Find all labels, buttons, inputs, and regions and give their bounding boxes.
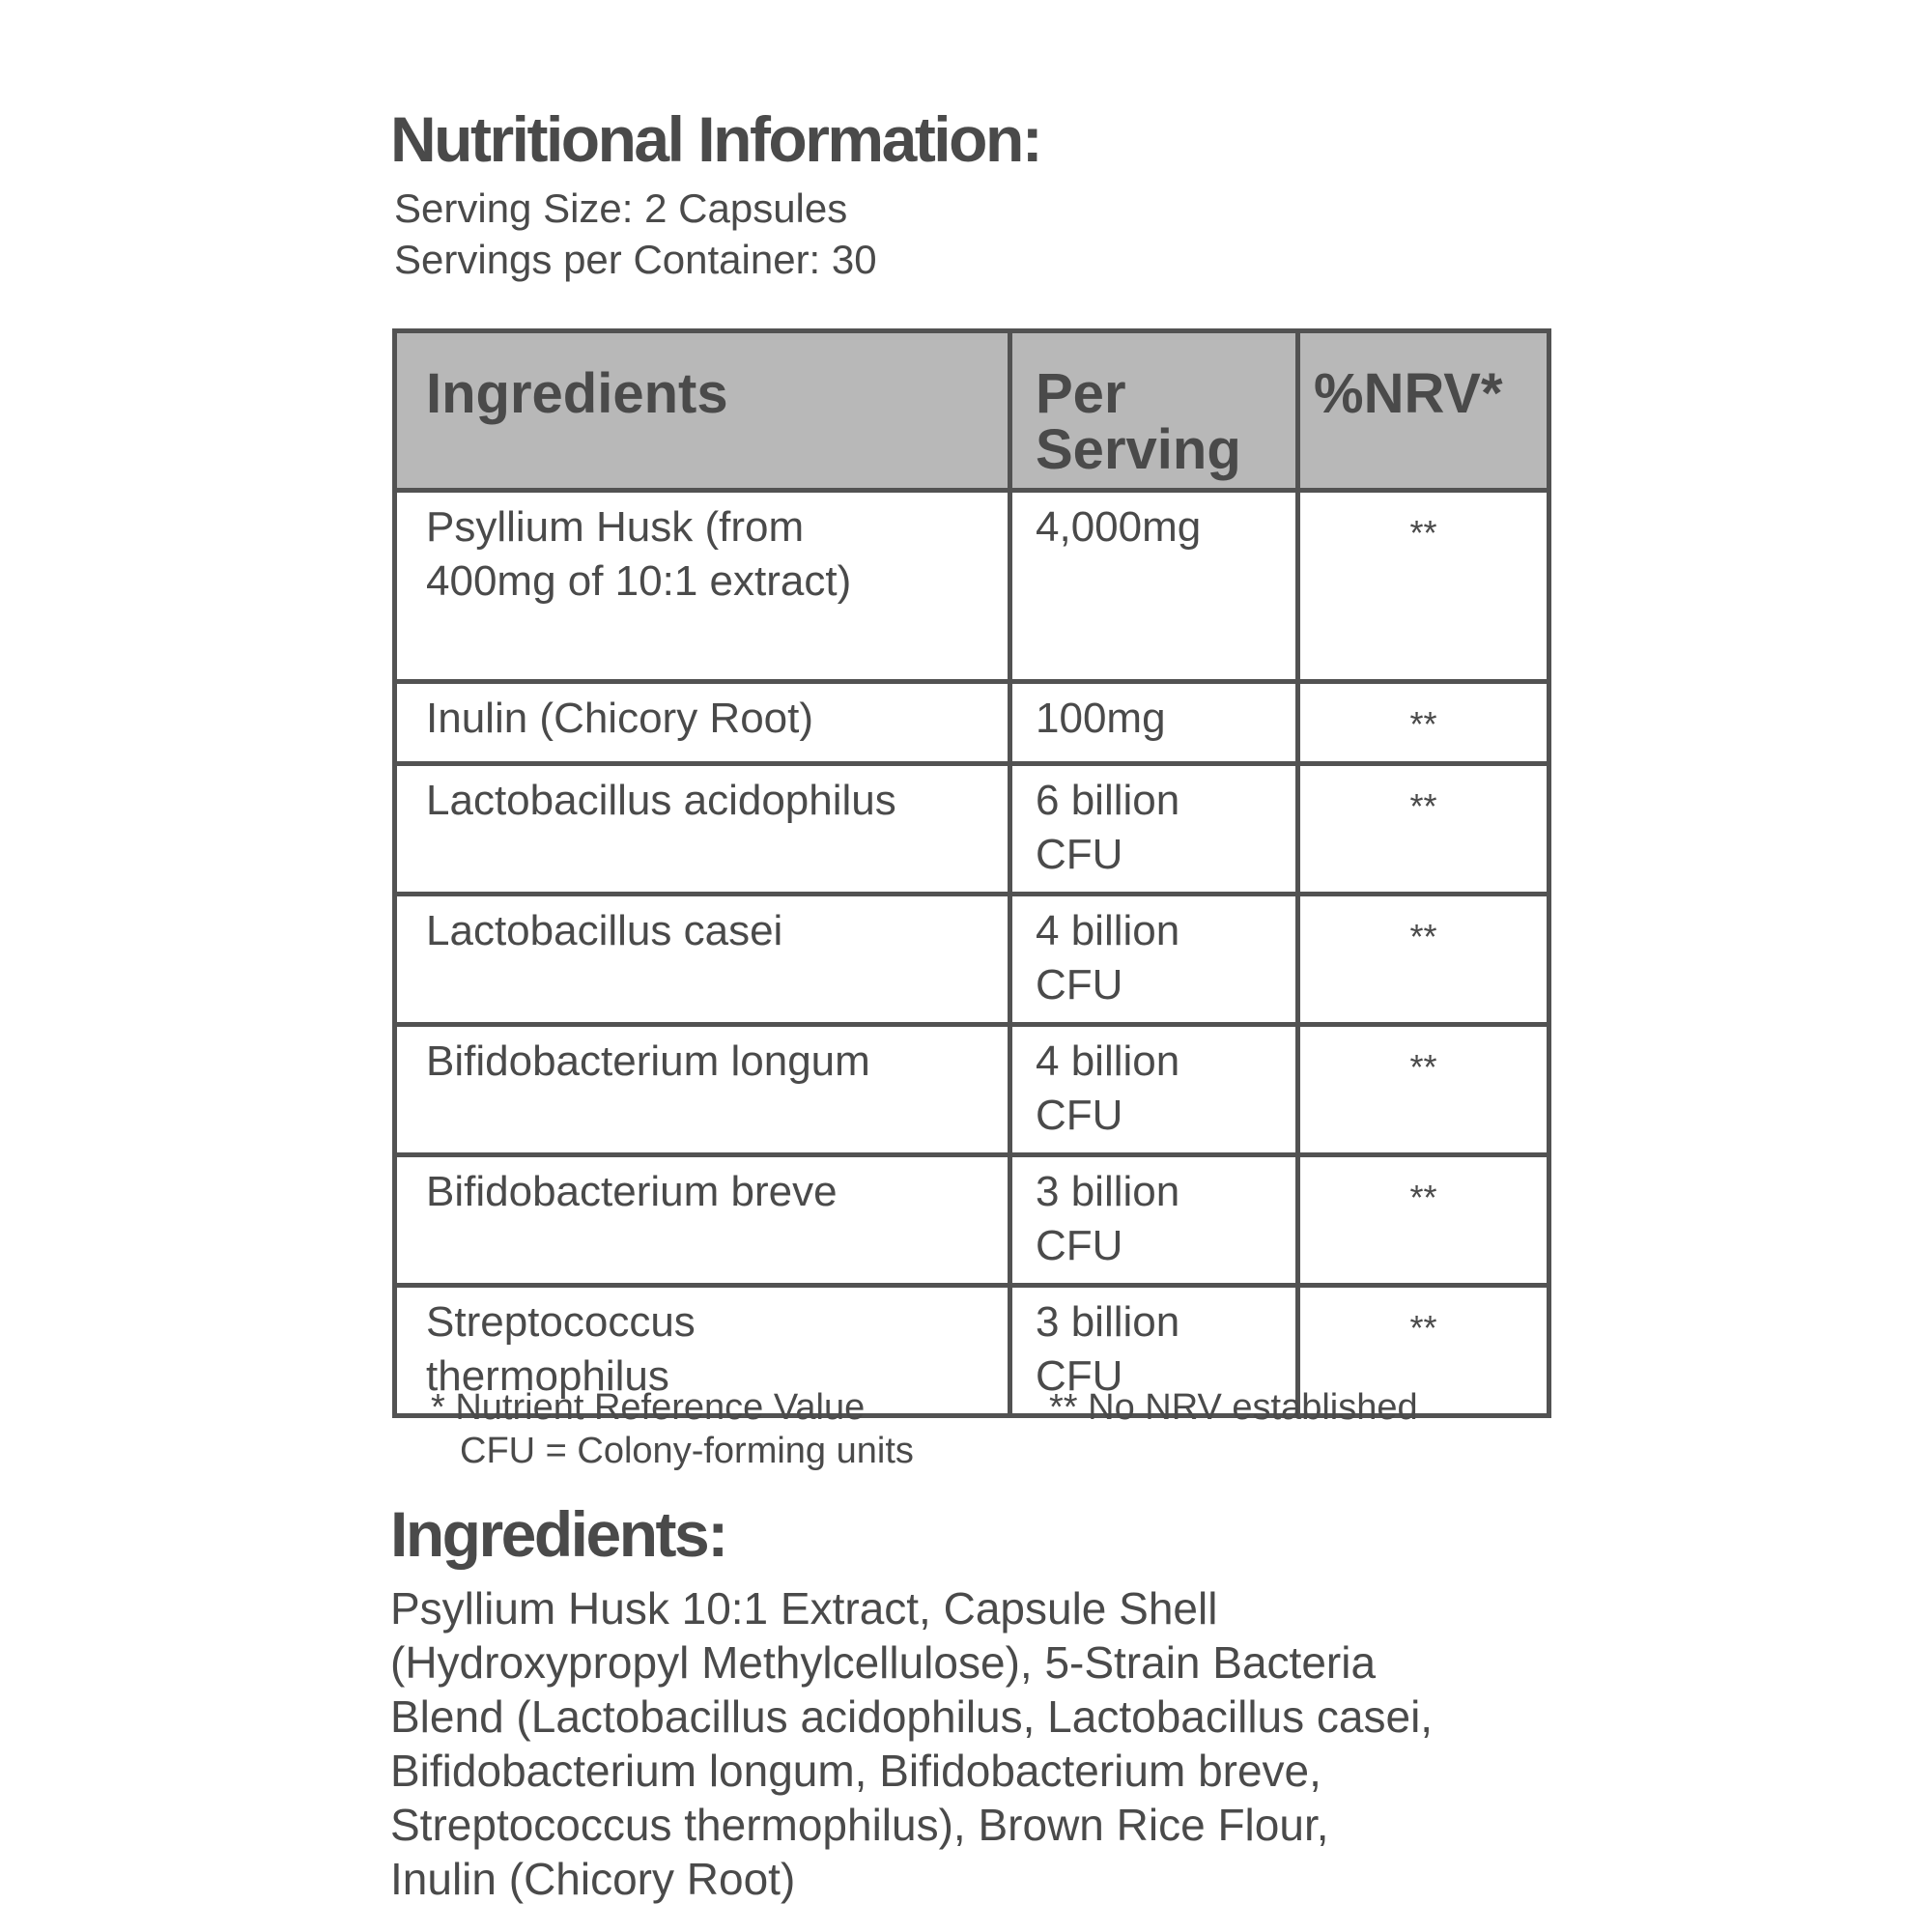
ingredients-line: Streptococcus thermophilus), Brown Rice Flour, (390, 1800, 1329, 1850)
servings-per-container: Servings per Container: 30 (394, 237, 877, 282)
page-title: Nutritional Information: (390, 103, 1041, 175)
nrv-cell: ** (1298, 895, 1549, 1025)
table-row (395, 491, 1549, 682)
table-row (395, 895, 1549, 1025)
nrv-cell: ** (1298, 491, 1549, 682)
header-nrv: %NRV* (1298, 331, 1549, 491)
table-header-row (395, 331, 1549, 491)
table-row (395, 764, 1549, 895)
ingredients-heading: Ingredients: (390, 1498, 726, 1570)
nrv-cell: ** (1298, 1025, 1549, 1155)
nrv-cell: ** (1298, 1286, 1549, 1416)
nrv-cell: ** (1298, 1155, 1549, 1286)
ingredient-cell: Psyllium Husk (from 400mg of 10:1 extract) (395, 491, 1010, 682)
ingredient-cell: Inulin (Chicory Root) (395, 682, 1010, 764)
ingredient-cell: Lactobacillus acidophilus (395, 764, 1010, 895)
footnote-cfu: CFU = Colony-forming units (460, 1431, 914, 1471)
header-ingredients: Ingredients (395, 331, 1010, 491)
nrv-cell: ** (1298, 764, 1549, 895)
amount-cell: 100mg (1010, 682, 1298, 764)
table-row (395, 1025, 1549, 1155)
table-row (395, 682, 1549, 764)
amount-cell: 4 billion CFU (1010, 1025, 1298, 1155)
footnote-nrv: * Nutrient Reference Value (431, 1387, 866, 1428)
ingredient-cell: Lactobacillus casei (395, 895, 1010, 1025)
amount-cell: 6 billion CFU (1010, 764, 1298, 895)
ingredients-line: Inulin (Chicory Root) (390, 1854, 796, 1904)
ingredients-line: Psyllium Husk 10:1 Extract, Capsule Shell (390, 1583, 1218, 1634)
amount-cell: 3 billion CFU (1010, 1286, 1298, 1416)
ingredient-cell: Bifidobacterium longum (395, 1025, 1010, 1155)
ingredients-line: Blend (Lactobacillus acidophilus, Lactobacillus casei, (390, 1691, 1434, 1742)
ingredient-cell: Bifidobacterium breve (395, 1155, 1010, 1286)
ingredients-line: (Hydroxypropyl Methylcellulose), 5-Strain Bacteria (390, 1637, 1377, 1688)
footnote-no-nrv: ** No NRV established (1049, 1387, 1418, 1428)
nrv-cell: ** (1298, 682, 1549, 764)
table-row (395, 1155, 1549, 1286)
header-per-serving: Per Serving (1010, 331, 1298, 491)
nutrition-table (392, 328, 1551, 1418)
amount-cell: 3 billion CFU (1010, 1155, 1298, 1286)
amount-cell: 4,000mg (1010, 491, 1298, 682)
ingredient-cell: Streptococcus thermophilus (395, 1286, 1010, 1416)
ingredients-line: Bifidobacterium longum, Bifidobacterium breve, (390, 1746, 1321, 1796)
serving-size: Serving Size: 2 Capsules (394, 185, 848, 231)
amount-cell: 4 billion CFU (1010, 895, 1298, 1025)
ingredients-list (390, 1581, 1607, 1906)
